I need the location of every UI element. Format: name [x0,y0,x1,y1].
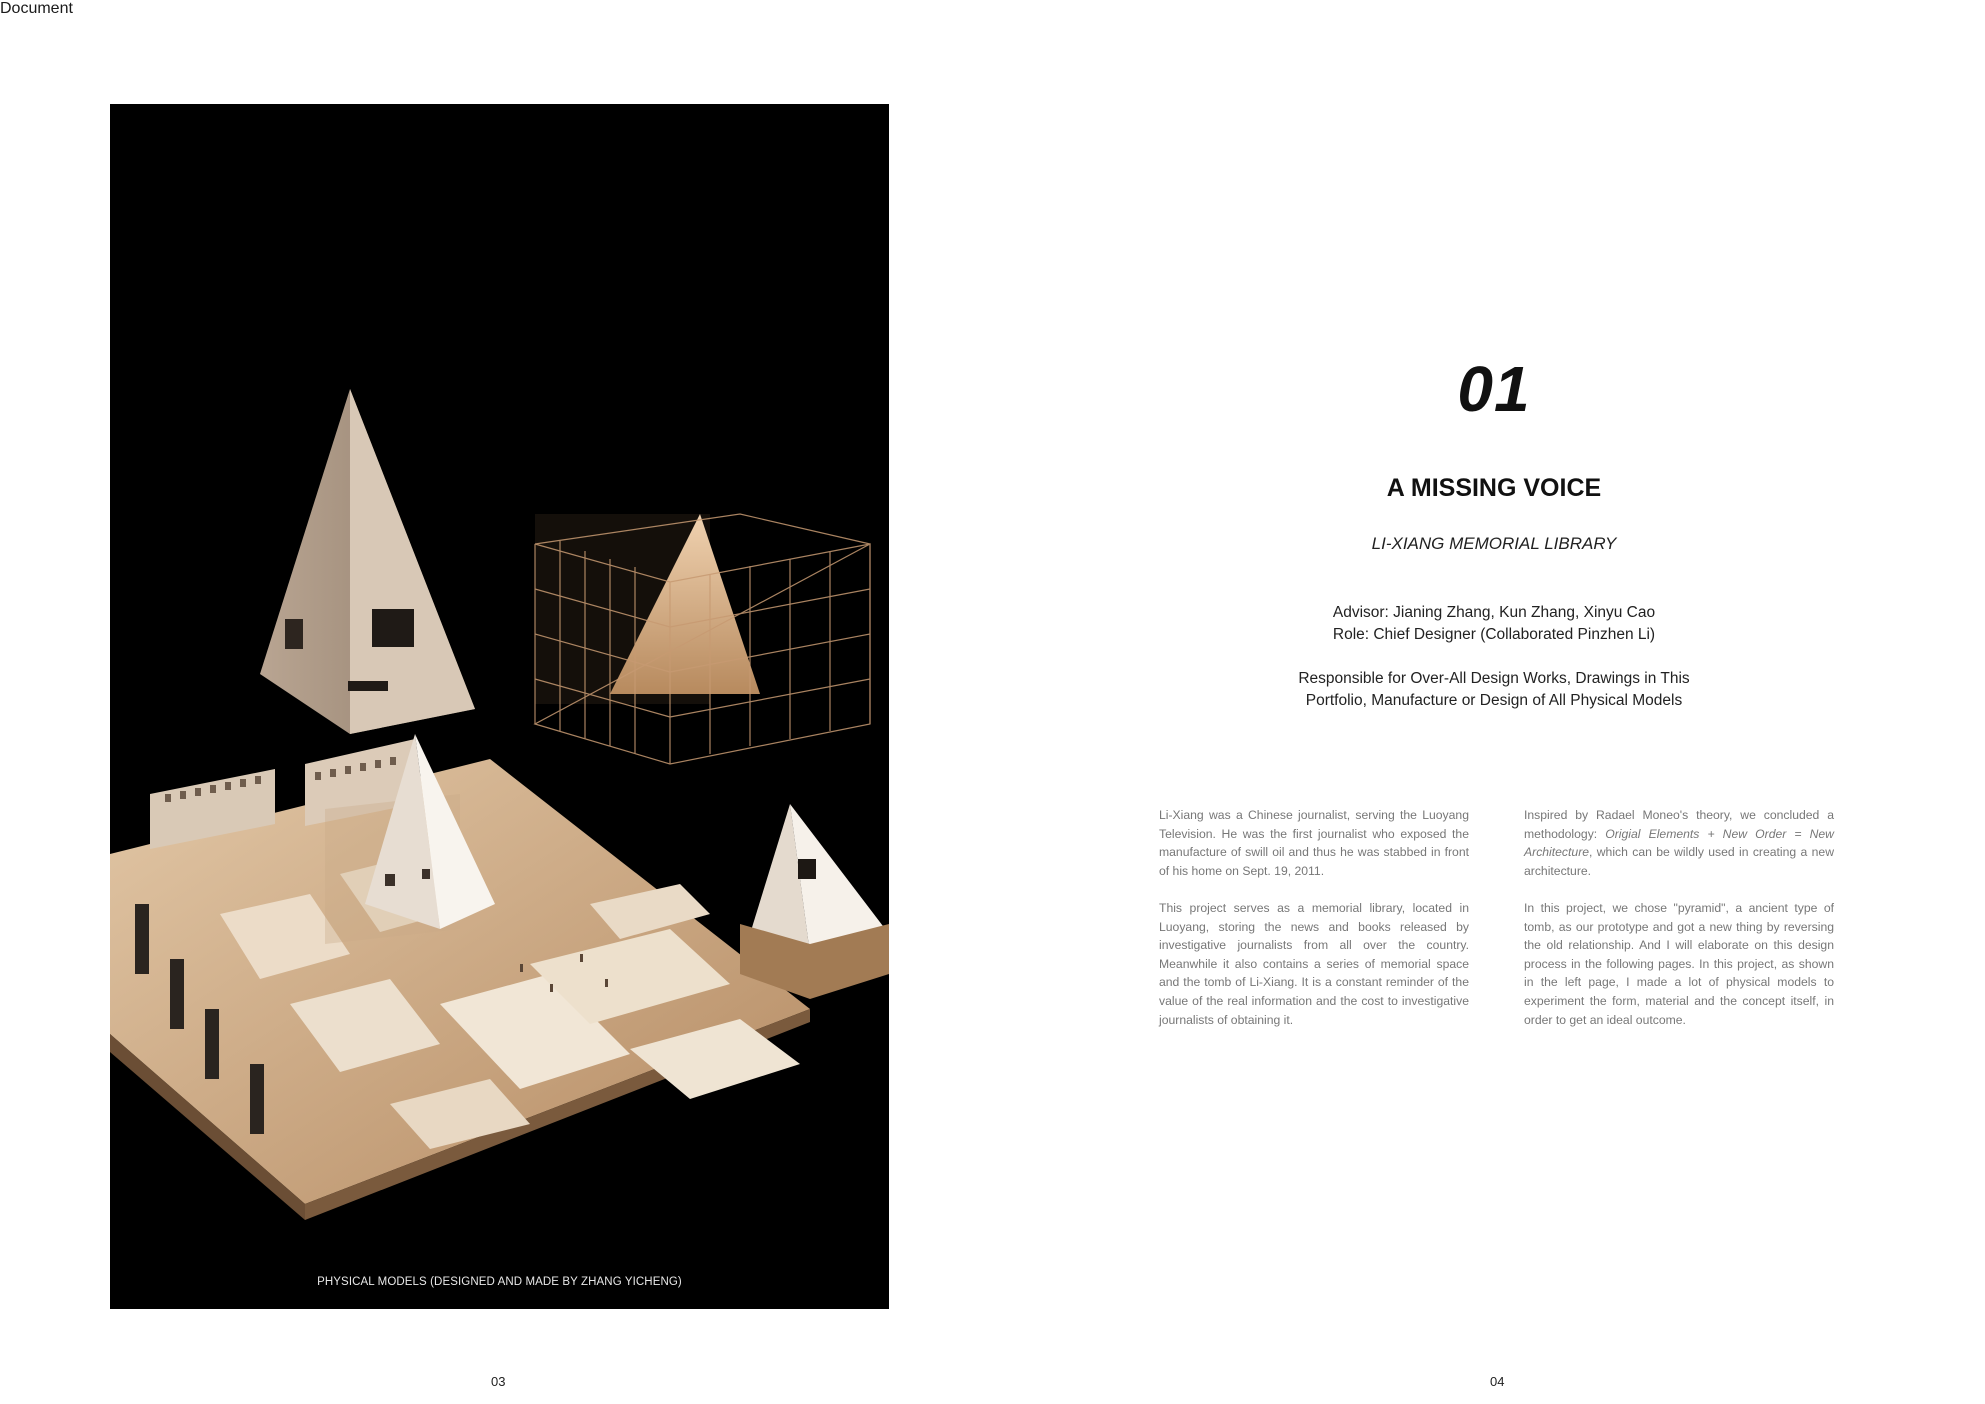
methodology-intro: Inspired by Radael Moneo's theory, we concluded a methodology: [1524,808,1834,841]
description-column-right [1524,806,1834,1048]
methodology-formula: Origial Elements + New Order = New Architecture [1524,826,1834,860]
models-illustration [110,104,889,1309]
floating-pyramid-model [260,389,475,734]
glass-grid-cube-model [535,514,870,764]
project-subtitle: LI-XIANG MEMORIAL LIBRARY [1371,534,1617,553]
responsibility-line-2: Portfolio, Manufacture or Design of All Physical Models [1305,692,1683,709]
project-title: A MISSING VOICE [1386,474,1602,502]
small-pyramid-model [740,804,889,999]
page-number-left: 03 [491,1374,506,1389]
project-number: 01 [1457,353,1531,425]
description-paragraph [1524,806,1834,880]
methodology-outro: , which can be wildly used in creating a new architecture. [1524,845,1834,878]
physical-models-photo [110,104,889,1309]
description-paragraph: This project serves as a memorial library, located in Luoyang, storing the news and books released by investigative journalists from all over the country. Meanwhile it also contains a series of memorial space and the tomb of Li-Xiang. It is a constant reminder of the value of the real information and the cost to investigative journalists of obtaining it. [1159,900,1469,1027]
description-column-left [1159,806,1469,1048]
responsibility-line-1: Responsible for Over-All Design Works, Drawings in This [1298,670,1690,687]
description-paragraph: Li-Xiang was a Chinese journalist, serving the Luoyang Television. He was the first journalist who exposed the manufacture of swill oil and thus he was stabbed in front of his home on Sept. 19, 2011. [1159,808,1469,878]
responsibility-block [1194,668,1794,712]
page-number-right: 04 [1490,1374,1505,1389]
photo-caption: PHYSICAL MODELS (DESIGNED AND MADE BY ZHANG YICHENG) [317,1276,682,1288]
role-line: Role: Chief Designer (Collaborated Pinzhen Li) [1332,626,1656,643]
project-credits [1194,602,1794,646]
advisor-line: Advisor: Jianing Zhang, Kun Zhang, Xinyu Cao [1332,604,1656,621]
description-paragraph: In this project, we chose "pyramid", a ancient type of tomb, as our prototype and got a new thing by reversing the old relationship. And I will elaborate on this design process in the following pages. In this project, as shown in the left page, I made a lot of physical models to experiment the form, material and the concept itself, in order to get an ideal outcome. [1524,900,1834,1027]
